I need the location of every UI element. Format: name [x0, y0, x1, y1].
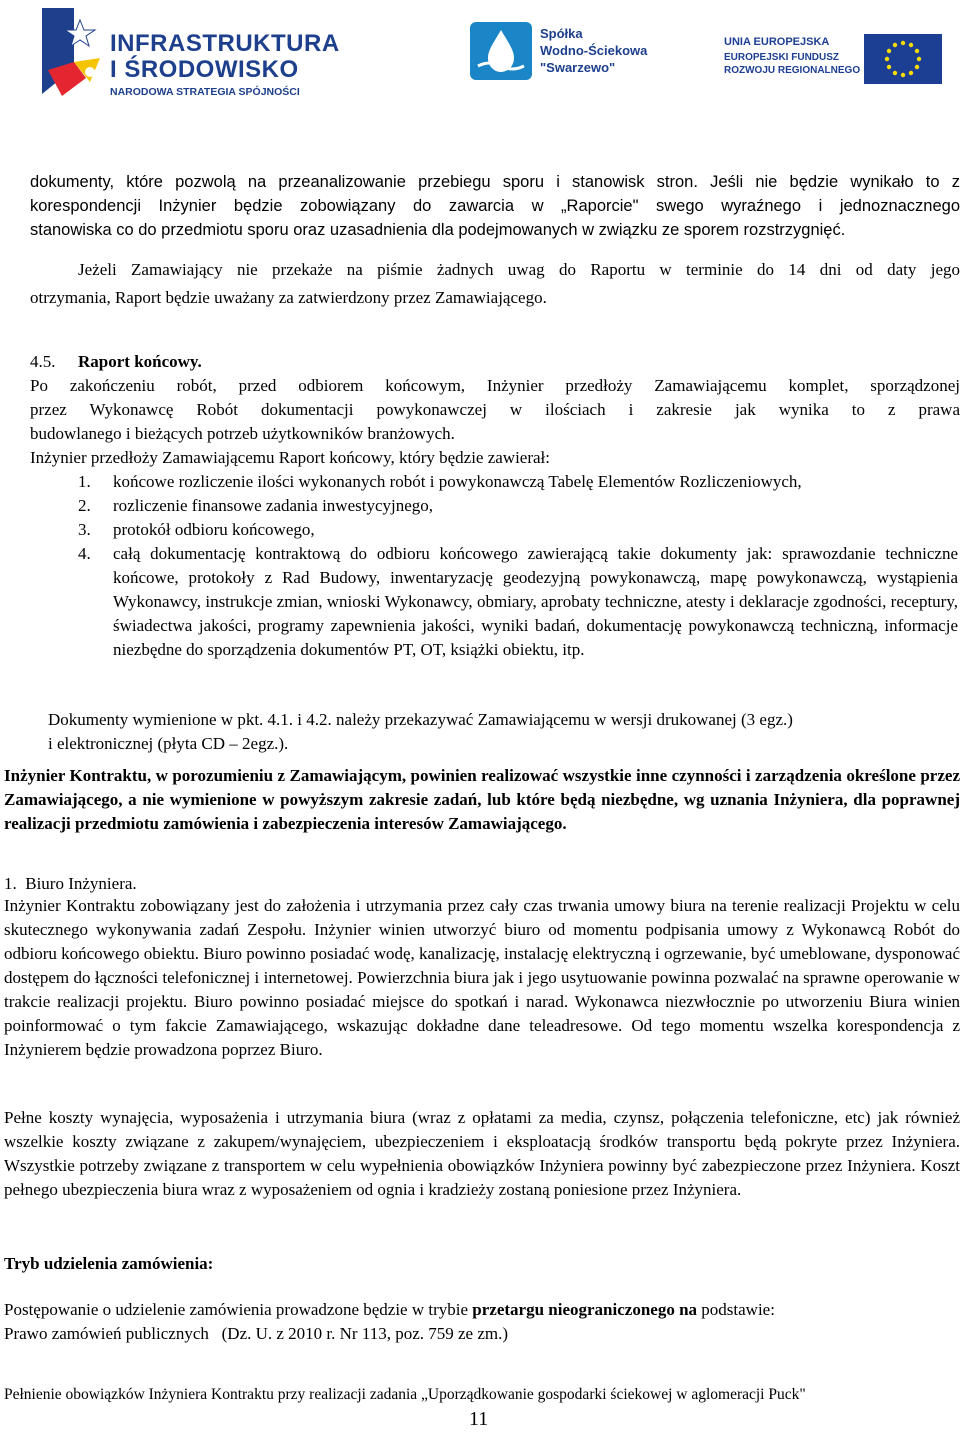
procurement-text-pre: Postępowanie o udzielenie zamówienia prowadzone będzie w trybie — [4, 1300, 473, 1319]
list-item — [78, 494, 960, 518]
paragraph-final-report-l2: przez Wykonawcę Robót dokumentacji powykonawczej w ilościach i zakresie jak wynika to z prawa — [30, 400, 960, 419]
procurement-text-bold: przetargu nieograniczonego na — [472, 1300, 698, 1319]
eu-line1: UNIA EUROPEJSKA — [724, 36, 830, 48]
paragraph-office-costs: Pełne koszty wynajęcia, wyposażenia i utrzymania biura (wraz z opłatami za media, czynsz, połączenia telefoniczne, etc) jak również wszelkie koszty związane z zakupem/wynajęciem, ubezpieczeniem i eksploatacją środków transportu będą pokryte przez Inżyniera. Wszystkie potrzeby związane z transportem w celu wypełnienia obowiązków Inżyniera powinny być zabezpieczone przez Inżyniera. Koszt pełnego ubezpieczenia biura wraz z wyposażeniem od ognia i kradzieży zostaną poniesione przez Inżyniera. — [4, 1108, 960, 1199]
footer-text: Pełnienie obowiązków Inżyniera Kontraktu przy realizacji zadania „Uporządkowanie gospodarki ściekowej w aglomeracji Puck" — [4, 1386, 806, 1403]
list-item-number: 2. — [78, 496, 91, 515]
list-item-text: całą dokumentację kontraktową do odbioru końcowego zawierającą takie dokumenty jak: sprawozdanie techniczne końcowe, protokoły z Rad Budowy, inwentaryzację geodezyjną powykonawczą, mapę powykonawczą, wystąpienia Wykonawcy, instrukcje zmian, wnioski Wykonawcy, obmiary, aprobaty techniczne, atesty i deklaracje zgodności, receptury, świadectwa jakości, programy zapewnienia jakości, wyniki badań, dokumentację powykonawczą techniczną, informacje niezbędne do sporządzenia dokumentów PT, OT, książki obiektu, itp. — [113, 544, 958, 659]
list-item — [78, 518, 960, 542]
paragraph-office: Inżynier Kontraktu zobowiązany jest do założenia i utrzymania przez cały czas trwania umowy biura na terenie realizacji Projektu w celu skutecznego wykonywania zadań Zespołu. Inżynier winien utworzyć biuro od momentu podpisania umowy z Wykonawcą Robót do odbioru końcowego obiektu. Biuro powinno posiadać wodę, kanalizację, instalację elektryczną i ogrzewanie, być umeblowane, dysponować dostępem do łączności telefonicznej i internetowej. Powierzchnia biura jak i jego usytuowanie powinna pozwalać na sprawne operowanie w trakcie realizacji projektu. Biuro powinno posiadać miejsce do spotkań i narad. Wykonawca niezwłocznie po utworzeniu Biura winien poinformować o tym fakcie Zamawiającego, wskazując dokładne dane teleadresowe. Od tego momentu wszelka korespondencja z Inżynierem będzie prowadzona poprzez Biuro. — [4, 896, 960, 1059]
procurement-mode-heading: Tryb udzielenia zamówienia: — [4, 1254, 214, 1273]
page-header — [0, 0, 960, 110]
paragraph-procurement-l1 — [4, 1298, 775, 1322]
spolka-line3: "Swarzewo" — [540, 60, 616, 75]
infrastruktura-logo — [34, 8, 340, 104]
paragraph-deliver-docs-l2: i elektronicznej (płyta CD – 2egz.). — [48, 734, 289, 753]
list-item-text: rozliczenie finansowe zadania inwestycyjnego, — [113, 496, 434, 515]
paragraph-no-comments-l1: Jeżeli Zamawiający nie przekaże na piśmie żadnych uwag do Raportu w terminie do 14 dni od daty jego — [78, 260, 960, 279]
spolka-logo — [470, 22, 660, 82]
infrastruktura-emblem-icon — [34, 8, 104, 100]
paragraph-deliver-docs-l1: Dokumenty wymienione w pkt. 4.1. i 4.2. należy przekazywać Zamawiającemu w wersji drukowanej (3 egz.) — [48, 710, 793, 729]
infrastruktura-subtitle: NARODOWA STRATEGIA SPÓJNOŚCI — [110, 86, 300, 98]
paragraph-final-report-l1: Po zakończeniu robót, przed odbiorem końcowym, Inżynier przedłoży Zamawiającemu komplet, sporządzonej — [30, 376, 960, 395]
paragraph-no-comments-l2: otrzymania, Raport będzie uważany za zatwierdzony przez Zamawiającego. — [30, 288, 547, 307]
subsection-office-heading: 1. Biuro Inżyniera. — [4, 874, 137, 893]
list-item-text: protokół odbioru końcowego, — [113, 520, 315, 539]
paragraph-dispute-report-l2: korespondencji Inżynier będzie zobowiązany do zawarcia w „Raporcie" swego wyraźnego i jednoznacznego — [30, 197, 960, 215]
water-drop-icon — [470, 22, 532, 80]
list-item-number: 4. — [78, 544, 91, 563]
paragraph-final-report-l3: budowlanego i bieżących potrzeb użytkowników branżowych. — [30, 424, 455, 443]
list-item-number: 3. — [78, 520, 91, 539]
procurement-text-post: podstawie: — [697, 1300, 775, 1319]
eu-line3: ROZWOJU REGIONALNEGO — [724, 65, 861, 76]
paragraph-report-contents: Inżynier przedłoży Zamawiającemu Raport końcowy, który będzie zawierał: — [30, 448, 551, 467]
section-number: 4.5. — [30, 352, 56, 371]
paragraph-engineer-duties: Inżynier Kontraktu, w porozumieniu z Zamawiającym, powinien realizować wszystkie inne czynności i zarządzenia określone przez Zamawiającego, a nie wymienione w powyższym zakresie zadań, lub które będą niezbędne, wg uznania Inżyniera, dla poprawnej realizacji przedmiotu zamówienia i zabezpieczenia interesów Zamawiającego. — [4, 766, 960, 833]
spolka-line1: Spółka — [540, 26, 583, 41]
eu-line2: EUROPEJSKI FUNDUSZ — [724, 52, 840, 63]
infrastruktura-title-line1: INFRASTRUKTURA — [110, 30, 340, 57]
paragraph-dispute-report-l1: dokumenty, które pozwolą na przeanalizowanie przebiegu sporu i stanowisk stron. Jeśli nie będzie wynikało to z — [30, 173, 960, 191]
paragraph-procurement-l2: Prawo zamówień publicznych (Dz. U. z 2010 r. Nr 113, poz. 759 ze zm.) — [4, 1324, 509, 1343]
paragraph-dispute-report-l3: stanowiska co do przedmiotu sporu oraz uzasadnienia dla podejmowanych w związku ze sporem rozstrzygnięć. — [30, 221, 846, 239]
list-item — [78, 470, 960, 494]
list-item-text: końcowe rozliczenie ilości wykonanych robót i powykonawczą Tabelę Elementów Rozliczeniowych, — [113, 472, 802, 491]
spolka-line2: Wodno-Ściekowa — [540, 43, 648, 58]
eu-logo — [724, 34, 934, 86]
page-number: 11 — [469, 1408, 489, 1430]
list-item-number: 1. — [78, 472, 91, 491]
section-title: Raport końcowy. — [78, 352, 202, 371]
list-item — [78, 542, 960, 686]
eu-flag-icon — [864, 34, 942, 84]
infrastruktura-title-line2: I ŚRODOWISKO — [110, 56, 299, 83]
